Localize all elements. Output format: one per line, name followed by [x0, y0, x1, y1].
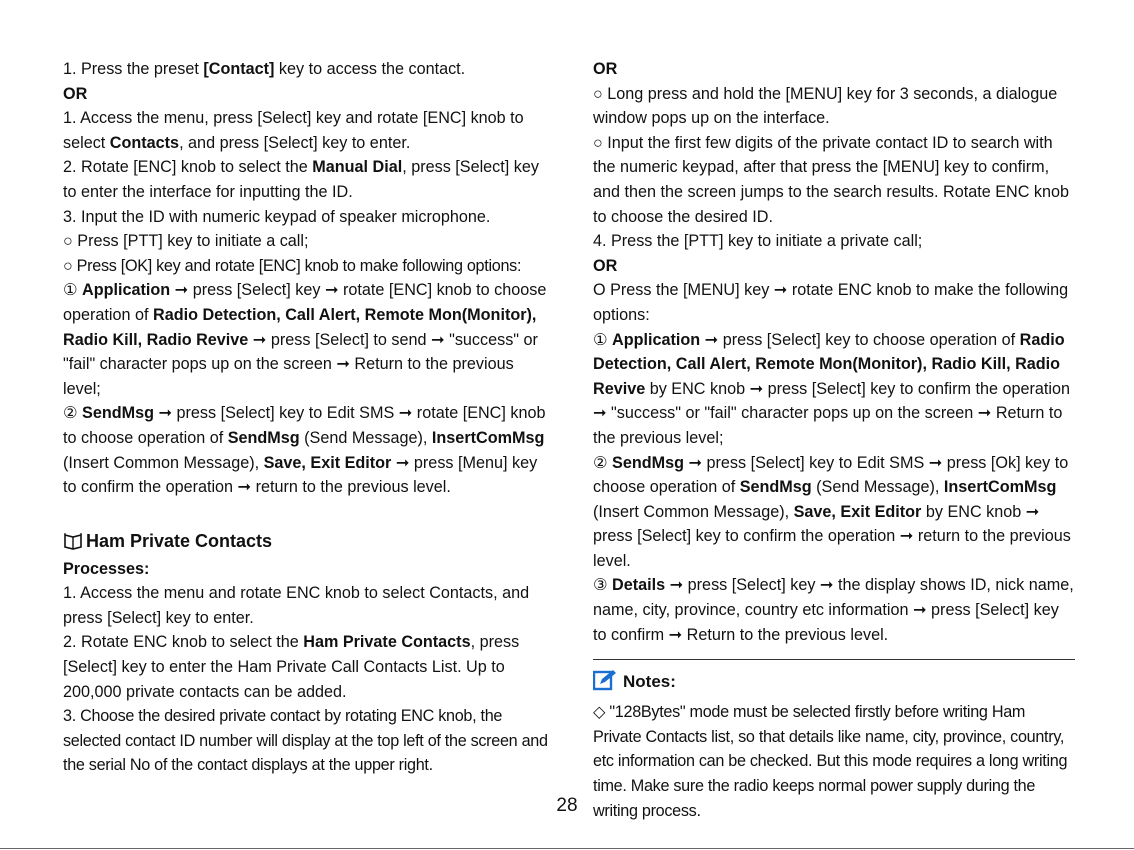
text-run: (Insert Common Message),: [593, 502, 794, 521]
step-access-menu: [63, 106, 549, 155]
option-sendmsg: [593, 451, 1075, 574]
bold-term: SendMsg: [82, 404, 154, 423]
bold-term: Details: [612, 576, 666, 595]
pencil-note-icon: [593, 669, 617, 700]
text-run: (Insert Common Message),: [63, 453, 264, 472]
option-details: [593, 573, 1075, 647]
text-run: ➞ press [Select] key ➞ the display shows ID, nick name, name, city, province, country etc information ➞ press [Select] key to confirm ➞ Return to the previous level.: [593, 576, 1074, 644]
left-column: [63, 57, 549, 778]
text-run: 1. Press the preset: [63, 60, 204, 78]
text-run: , and press [Select] key to enter.: [179, 133, 411, 152]
ham-step-2: [63, 630, 549, 704]
divider: [593, 659, 1075, 660]
text-run: ➞ press [Select] to send ➞ "success" or "fail" character pops up on the screen ➞ Return to the previous level;: [63, 330, 538, 398]
notes-heading: [593, 668, 1075, 700]
bold-term: Application: [82, 281, 171, 300]
option-long-press-menu: [593, 82, 1075, 131]
processes-label: Processes:: [63, 559, 150, 578]
step-manual-dial: [63, 155, 549, 204]
option-sendmsg: [63, 401, 549, 499]
text-run: , press [Select] key to enter the Ham Private Call Contacts List. Up to 200,000 private contacts can be added.: [63, 633, 520, 701]
text-run: ➞ press [Select] key to Edit SMS ➞ rotate [ENC] knob to choose operation of: [63, 404, 546, 447]
text-run: ➞ press [Select] key to choose operation of: [700, 330, 1020, 349]
step-initiate-private-call: [593, 229, 1075, 254]
text-run: by ENC knob ➞ press [Select] key to confirm the operation ➞ "success" or "fail" character pops up on the screen ➞ Return to the previous level;: [593, 379, 1070, 447]
bold-term: Save, Exit Editor: [263, 453, 392, 472]
bold-term: OR: [593, 60, 618, 78]
bold-term: Contacts: [109, 133, 180, 152]
option-press-menu: [593, 278, 1075, 327]
text-run: ③: [593, 576, 613, 595]
text-run: ○ Input the first few digits of the private contact ID to search with the numeric keypad, after that press the [MENU] key to confirm, and then the screen jumps to the search results. Rotate ENC knob to choose the desired ID.: [593, 133, 1069, 226]
or-label-2: [593, 254, 1075, 279]
step-press-contact-key: [63, 57, 549, 82]
text-run: ②: [593, 453, 613, 472]
text-run: ○ Press [PTT] key to initiate a call;: [63, 232, 309, 251]
or-label: [593, 57, 1075, 82]
bold-term: [Contact]: [203, 60, 275, 78]
option-application: [593, 328, 1075, 451]
bold-term: SendMsg: [739, 478, 812, 497]
text-run: (Send Message),: [299, 428, 432, 447]
text-run: ②: [63, 404, 83, 423]
text-run: key to access the contact.: [274, 60, 466, 78]
bold-term: Radio Detection, Call Alert, Remote Mon(Monitor), Radio Kill, Radio Revive: [593, 330, 1065, 398]
text-run: (Send Message),: [811, 478, 944, 497]
notes-title: Notes:: [623, 672, 676, 692]
option-press-ok: [63, 254, 549, 279]
ham-step-1: [63, 581, 549, 630]
bold-term: InsertComMsg: [943, 478, 1057, 497]
text-run: ①: [63, 281, 83, 300]
text-run: 3. Choose the desired private contact by rotating ENC knob, the selected contact ID number will display at the top left of the screen and the serial No of the contact displays at the upper right.: [63, 707, 548, 775]
bold-term: OR: [593, 256, 618, 275]
page-number: 28: [556, 795, 578, 816]
text-run: 2. Rotate [ENC] knob to select the: [63, 158, 313, 177]
bold-term: Ham Private Contacts: [303, 633, 471, 652]
text-run: ○ Press [OK] key and rotate [ENC] knob to make following options:: [63, 256, 522, 275]
text-run: ➞ press [Select] key ➞ rotate [ENC] knob to choose operation of: [63, 281, 547, 324]
text-run: by ENC knob ➞ press [Select] key to confirm the operation ➞ return to the previous level.: [593, 502, 1071, 570]
option-application: [63, 278, 549, 401]
bold-term: SendMsg: [612, 453, 684, 472]
bold-term: Manual Dial: [312, 158, 403, 177]
text-run: 3. Input the ID with numeric keypad of speaker microphone.: [63, 207, 491, 226]
text-run: ➞ press [Select] key to Edit SMS ➞ press [Ok] key to choose operation of: [593, 453, 1069, 497]
text-run: ①: [593, 330, 613, 349]
section-heading: [63, 528, 549, 557]
text-run: , press [Select] key to enter the interface for inputting the ID.: [63, 158, 539, 201]
bold-term: Application: [612, 330, 701, 349]
option-input-digits: [593, 131, 1075, 229]
section-title: Ham Private Contacts: [86, 530, 273, 551]
bold-term: Radio Detection, Call Alert, Remote Mon(Monitor), Radio Kill, Radio Revive: [63, 305, 537, 349]
text-run: ○ Long press and hold the [MENU] key for 3 seconds, a dialogue window pops up on the interface.: [593, 84, 1058, 128]
or-label: [63, 82, 549, 107]
text-run: ◇ "128Bytes" mode must be selected firstly before writing Ham Private Contacts list, so that details like name, city, province, country, etc information can be checked. But this mode requires a long writing time. Make sure the radio keeps normal power supply during the writing process.: [593, 703, 1068, 820]
text-run: 1. Access the menu, press [Select] key and rotate [ENC] knob to select: [63, 109, 524, 152]
bold-term: SendMsg: [227, 428, 300, 447]
bold-term: Save, Exit Editor: [793, 502, 922, 521]
text-run: O Press the [MENU] key ➞ rotate ENC knob to make the following options:: [593, 281, 1069, 324]
book-icon: [63, 531, 83, 557]
text-run: ➞ press [Menu] key to confirm the operation ➞ return to the previous level.: [63, 453, 538, 497]
right-column: [593, 57, 1075, 823]
option-press-ptt: [63, 229, 549, 254]
text-run: 1. Access the menu and rotate ENC knob to select Contacts, and press [Select] key to enter.: [63, 584, 530, 627]
bold-term: InsertComMsg: [431, 428, 545, 447]
ham-step-3: [63, 704, 549, 778]
text-run: 2. Rotate ENC knob to select the: [63, 633, 304, 652]
bold-term: OR: [63, 84, 88, 103]
step-input-id: [63, 205, 549, 230]
page-bottom-border: [0, 848, 1134, 849]
text-run: 4. Press the [PTT] key to initiate a private call;: [593, 232, 923, 251]
